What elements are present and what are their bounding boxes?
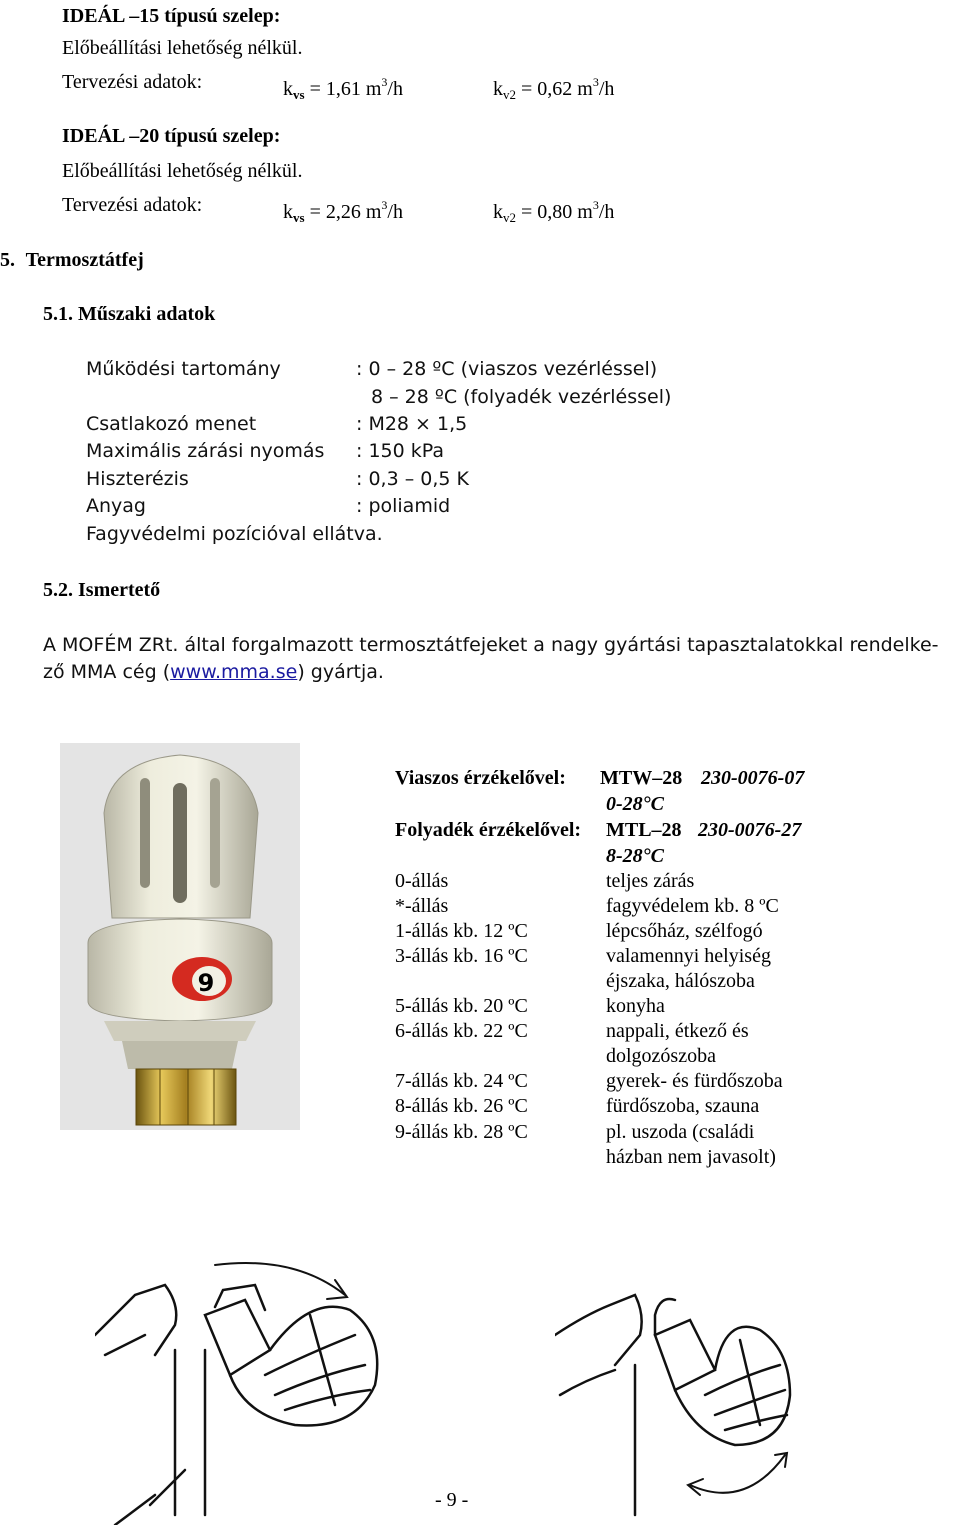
spec-value: : 150 kPa [356,440,444,462]
ideal20-note: Előbeállítási lehetőség nélkül. [62,160,303,182]
wax-code: 230-0076-07 [701,767,805,789]
ideal15-note: Előbeállítási lehetőség nélkül. [62,37,303,59]
wax-range: 0-28°C [606,793,664,815]
ideal15-kvs: $k_{vs} = 1,61$ $m^3/h$ [283,75,403,102]
wax-model: MTW–28 [600,767,683,789]
spec-label: Csatlakozó menet [86,413,257,435]
ideal15-title: IDEÁL –15 típusú szelep: [62,5,281,27]
spec-value: : M28 × 1,5 [356,413,468,435]
section52-para-line2: ző MMA cég (www.mma.se) gyártja. [43,661,384,683]
spec-value: : 0 – 28 ºC (viaszos vezérléssel) [356,358,658,380]
liquid-range: 8-28°C [606,845,664,867]
ideal20-kv2: $k_{v2} = 0,80$ $m^3/h$ [493,198,615,225]
spec-label: Maximális zárási nyomás [86,440,325,462]
ideal20-title: IDEÁL –20 típusú szelep: [62,125,281,147]
liquid-code: 230-0076-27 [698,819,802,841]
installation-drawing-right [555,1275,805,1525]
page-number: - 9 - [435,1489,469,1511]
spec-label: Hiszterézis [86,468,189,490]
dial-number: 9 [197,969,215,997]
spec-value: : poliamid [356,495,451,517]
spec-value: : 0,3 – 0,5 K [356,468,469,490]
ideal15-kv2: $k_{v2} = 0,62$ $m^3/h$ [493,75,615,102]
wax-sensor-label: Viaszos érzékelővel: [395,767,566,789]
ideal15-design-label: Tervezési adatok: [62,71,203,93]
section51-title: 5.1. Műszaki adatok [43,303,216,325]
liquid-model: MTL–28 [606,819,682,841]
section52-title: 5.2. Ismertető [43,579,161,601]
spec-label: Anyag [86,495,146,517]
section5-title: 5. Termosztátfej [0,249,144,271]
spec-footer: Fagyvédelmi pozícióval ellátva. [86,523,383,545]
thermostat-head-photo [60,743,300,1130]
spec-value: 8 – 28 ºC (folyadék vezérléssel) [371,386,672,408]
mma-link[interactable]: www.mma.se [170,661,298,683]
section52-para-line1: A MOFÉM ZRt. által forgalmazott termosztátfejeket a nagy gyártási tapasztalatokkal rendelke- [43,634,939,656]
liquid-sensor-label: Folyadék érzékelővel: [395,819,582,841]
ideal20-design-label: Tervezési adatok: [62,194,203,216]
installation-drawing-left [95,1255,425,1525]
ideal20-kvs: $k_{vs} = 2,26$ $m^3/h$ [283,198,403,225]
spec-label: Működési tartomány [86,358,281,380]
